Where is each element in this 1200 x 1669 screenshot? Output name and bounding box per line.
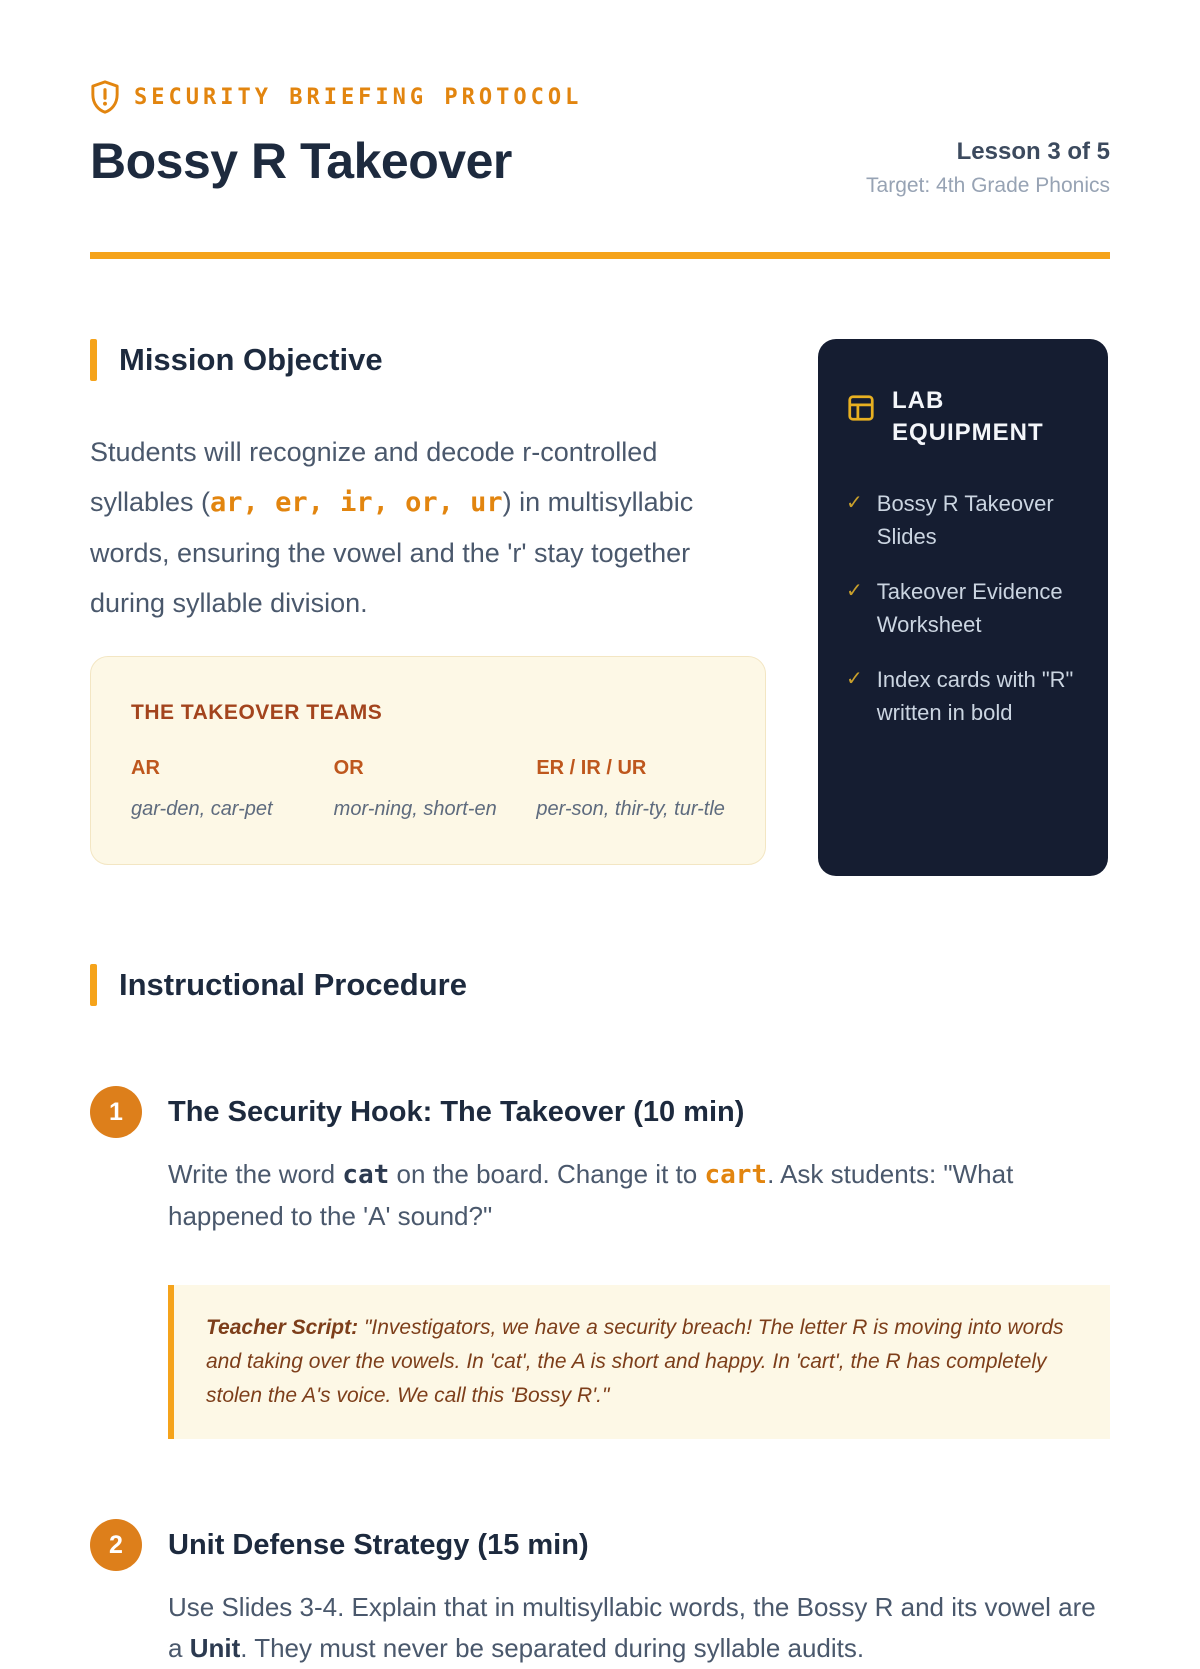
mission-body-post: ) in multisyllabic words, ensuring the vowel and the 'r' stay together during syllable division.: [90, 487, 694, 618]
step-2-body-post: . They must never be separated during syllable audits.: [240, 1633, 865, 1663]
document: [90, 0, 1110, 1669]
step-1-title: The Security Hook: The Takeover (10 min): [168, 1095, 745, 1128]
step-1-body-pre: Write the word: [168, 1159, 343, 1189]
check-icon: ✓: [846, 580, 863, 602]
step-1-body-mid: on the board. Change it to: [389, 1159, 705, 1189]
step-2-body-pre: Use Slides 3-4. Explain that in multisyllabic words, the Bossy R and its vowel are a: [168, 1592, 1096, 1663]
accent-bar: [90, 964, 97, 1006]
lesson-number: Lesson 3 of 5: [956, 138, 1110, 165]
equipment-item-label: Bossy R Takeover Slides: [876, 491, 1054, 549]
mission-body-vowel-teams: ar, er, ir, or, ur: [210, 487, 503, 518]
takeover-teams-box: [90, 656, 766, 865]
lesson-target: Target: 4th Grade Phonics: [866, 174, 1110, 197]
equipment-item: [846, 575, 1082, 641]
word-cat: cat: [342, 1160, 390, 1190]
step-number-badge: 1: [90, 1086, 142, 1138]
word-cart: cart: [704, 1160, 768, 1190]
header-divider: [90, 252, 1110, 259]
mission-body-pre: Students will recognize and decode r-controlled syllables (: [90, 437, 658, 517]
equipment-item-label: Index cards with "R" written in bold: [876, 667, 1074, 725]
equipment-item: [846, 487, 1082, 553]
lab-equipment-card: [818, 339, 1108, 876]
header-eyebrow: [90, 80, 1110, 114]
step-1-body-post: . Ask students: "What happened to the 'A' sound?": [168, 1159, 1014, 1231]
mission-zone: [90, 339, 1110, 876]
teams-grid: [131, 757, 725, 824]
teacher-script-label: Teacher Script:: [206, 1316, 359, 1339]
mission-heading: Mission Objective: [119, 342, 383, 377]
shield-alert-icon: [90, 80, 120, 114]
eyebrow-label: SECURITY BRIEFING PROTOCOL: [134, 84, 583, 110]
step-1: [90, 1086, 1110, 1439]
team-column-or: [334, 757, 523, 824]
step-1-header: [90, 1086, 1110, 1138]
procedure-heading-row: [90, 964, 1110, 1006]
equipment-item: [846, 663, 1082, 729]
lesson-meta-block: [866, 132, 1110, 198]
check-icon: ✓: [846, 668, 863, 690]
check-icon: ✓: [846, 492, 863, 514]
team-label: AR: [131, 757, 160, 779]
team-column-er-ir-ur: [536, 757, 725, 824]
equipment-list: [846, 487, 1082, 729]
accent-bar: [90, 339, 97, 381]
teams-heading: THE TAKEOVER TEAMS: [131, 701, 383, 724]
layout-panels-icon: [846, 393, 876, 423]
team-examples: mor-ning, short-en: [333, 798, 497, 820]
mission-section: [90, 339, 766, 876]
title-row: [90, 132, 1110, 198]
equipment-header: [846, 385, 1082, 449]
mission-heading-row: [90, 339, 766, 381]
step-2: [90, 1519, 1110, 1669]
equipment-heading: LAB EQUIPMENT: [892, 387, 1044, 446]
equipment-item-label: Takeover Evidence Worksheet: [876, 579, 1063, 637]
teacher-script-text: [206, 1311, 1076, 1413]
step-2-title: Unit Defense Strategy (15 min): [168, 1528, 589, 1561]
procedure-heading: Instructional Procedure: [119, 967, 467, 1002]
team-column-ar: [131, 757, 320, 824]
word-unit: Unit: [189, 1633, 241, 1663]
step-2-body: [168, 1587, 1110, 1669]
mission-body: [90, 427, 766, 628]
team-examples: gar-den, car-pet: [131, 798, 273, 820]
teacher-script-callout: [168, 1285, 1110, 1439]
team-label: ER / IR / UR: [536, 757, 647, 779]
step-1-body: [168, 1154, 1110, 1237]
step-number-badge: 2: [90, 1519, 142, 1571]
team-examples: per-son, thir-ty, tur-tle: [536, 798, 725, 820]
team-label: OR: [333, 757, 364, 779]
teacher-script-quote: "Investigators, we have a security breach! The letter R is moving into words and taking over the vowels. In 'cat', the A is short and happy. In 'cart', the R has completely stolen the A's voice. We call this 'Bossy R'.": [206, 1316, 1064, 1407]
page-title: Bossy R Takeover: [90, 133, 512, 189]
step-2-header: [90, 1519, 1110, 1571]
